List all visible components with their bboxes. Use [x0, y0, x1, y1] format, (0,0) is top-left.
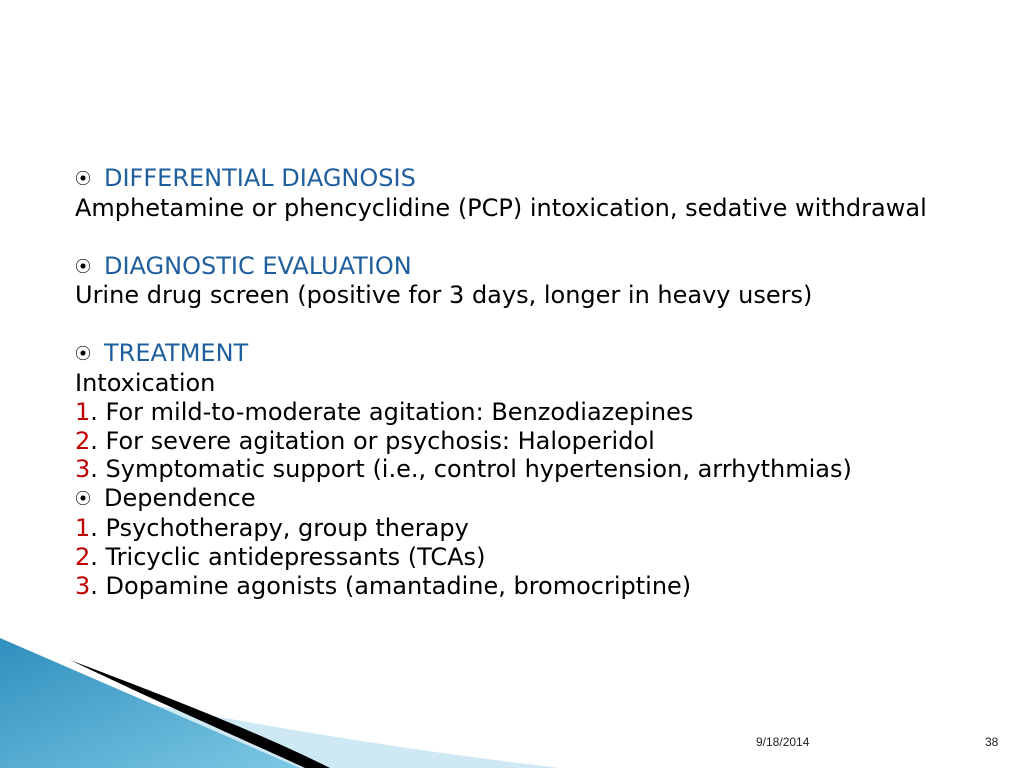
heading-text: TREATMENT: [104, 339, 249, 368]
item-number: 3: [75, 571, 91, 600]
item-text: . Psychotherapy, group therapy: [90, 513, 469, 542]
spacer: [75, 223, 975, 252]
intoxication-item: [75, 427, 975, 456]
item-number: 3: [75, 455, 91, 484]
dependence-item: [75, 514, 975, 543]
footer-date: 9/18/2014: [756, 735, 810, 749]
heading-text: DIFFERENTIAL DIAGNOSIS: [104, 164, 416, 192]
radio-bullet-icon: ⦿: [75, 256, 92, 276]
corner-swoosh-decoration: [0, 638, 560, 768]
heading-text: DIAGNOSTIC EVALUATION: [104, 251, 412, 280]
spacer: [75, 310, 975, 339]
slide-body: [75, 164, 975, 600]
item-number: 2: [75, 542, 91, 571]
evaluation-text: Urine drug screen (positive for 3 days, longer in heavy users): [75, 281, 813, 310]
radio-bullet-icon: ⦿: [75, 344, 92, 364]
item-text: . For mild-to-moderate agitation: Benzodiazepines: [90, 397, 694, 426]
radio-bullet-icon: ⦿: [75, 169, 92, 188]
item-text: . Symptomatic support (i.e., control hypertension, arrhythmias): [90, 455, 852, 484]
blue-wedge: [0, 638, 300, 768]
dependence-heading: [75, 484, 975, 514]
item-number: 2: [75, 426, 91, 455]
intoxication-item: [75, 398, 975, 427]
section-treatment-heading: [75, 339, 975, 369]
intoxication-label: Intoxication: [75, 368, 216, 397]
dependence-item: [75, 572, 975, 601]
radio-bullet-icon: ⦿: [75, 489, 92, 509]
footer-page-number: 38: [985, 735, 999, 749]
item-text: . For severe agitation or psychosis: Haloperidol: [90, 426, 655, 455]
intoxication-item: [75, 455, 975, 484]
item-text: . Tricyclic antidepressants (TCAs): [90, 542, 486, 571]
dependence-label: Dependence: [104, 484, 256, 513]
section-differential-heading: [75, 164, 975, 194]
item-text: . Dopamine agonists (amantadine, bromocriptine): [90, 571, 692, 600]
item-number: 1: [75, 513, 91, 542]
dependence-item: [75, 543, 975, 572]
section-evaluation-heading: [75, 252, 975, 282]
item-number: 1: [75, 397, 91, 426]
differential-text: Amphetamine or phencyclidine (PCP) intoxication, sedative withdrawal: [75, 193, 927, 222]
